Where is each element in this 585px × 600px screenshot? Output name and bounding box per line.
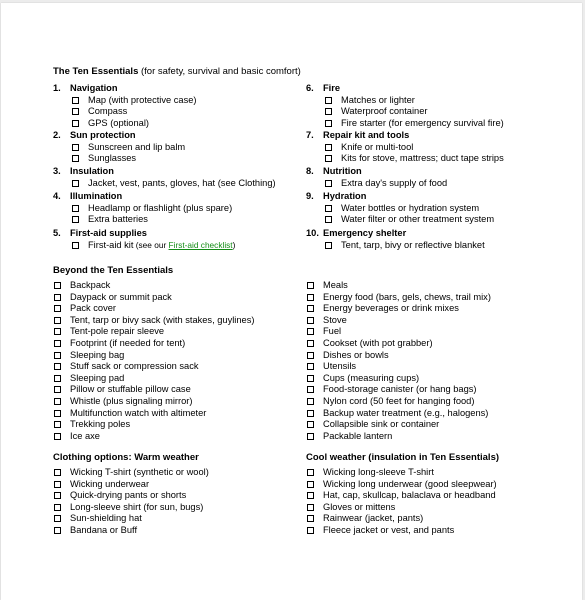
checkbox[interactable]	[307, 340, 314, 347]
checkbox[interactable]	[72, 216, 79, 223]
checkbox[interactable]	[325, 108, 332, 115]
checklist-item: Cups (measuring cups)	[323, 372, 420, 383]
checkbox[interactable]	[72, 120, 79, 127]
checklist-item: Cookset (with pot grabber)	[323, 338, 433, 348]
checkbox[interactable]	[54, 433, 61, 440]
checklist-item: Long-sleeve shirt (for sun, bugs)	[70, 501, 204, 512]
first-aid-checklist-link[interactable]: First-aid checklist	[168, 239, 233, 250]
checkbox[interactable]	[54, 386, 61, 393]
checklist-item	[88, 214, 148, 226]
checkbox[interactable]	[307, 527, 314, 534]
checklist-item: Utensils	[323, 361, 357, 372]
checkbox[interactable]	[307, 317, 314, 324]
checklist-item-label: Sunscreen and lip balm	[88, 141, 186, 152]
checklist-item: Sleeping pad	[70, 372, 125, 383]
essential-number: 8.	[306, 166, 314, 176]
checkbox[interactable]	[54, 328, 61, 335]
essential-category	[306, 130, 409, 142]
essential-number: 2.	[53, 130, 61, 140]
cool-weather-title: Cool weather (insulation in Ten Essentials)	[306, 452, 500, 463]
checklist-item-label: Waterproof container	[341, 106, 428, 117]
checkbox[interactable]	[54, 317, 61, 324]
checklist-item-label: Extra batteries	[88, 214, 148, 225]
essential-number: 4.	[53, 191, 61, 201]
checkbox[interactable]	[54, 504, 61, 511]
checklist-item	[341, 153, 504, 165]
checklist-item-label: Headlamp or flashlight (plus spare)	[88, 202, 233, 213]
checklist-item: Fleece jacket or vest, and pants	[323, 525, 455, 535]
checklist-item	[341, 118, 504, 130]
checklist-item: Stove	[323, 314, 347, 325]
checkbox[interactable]	[72, 144, 79, 151]
checkbox[interactable]	[325, 216, 332, 223]
checkbox[interactable]	[54, 515, 61, 522]
checklist-item	[88, 118, 149, 130]
checkbox[interactable]	[307, 421, 314, 428]
checklist-item: Quick-drying pants or shorts	[70, 490, 187, 501]
essential-category-name: First-aid supplies	[70, 228, 147, 238]
checkbox[interactable]	[54, 527, 61, 534]
essential-category-name: Hydration	[323, 191, 367, 201]
checkbox[interactable]	[54, 352, 61, 359]
checklist-item: Wicking long-sleeve T-shirt	[323, 467, 434, 477]
essential-category-name: Sun protection	[70, 130, 136, 140]
checkbox[interactable]	[54, 492, 61, 499]
checklist-item	[88, 153, 136, 165]
first-aid-note-suffix: )	[232, 239, 236, 250]
checklist-item: Collapsible sink or container	[323, 419, 440, 430]
essential-number: 5.	[53, 228, 61, 238]
checklist-item: Multifunction watch with altimeter	[70, 407, 207, 418]
checklist-item-label: Matches or lighter	[341, 94, 415, 105]
essential-category	[53, 166, 114, 178]
checkbox[interactable]	[307, 328, 314, 335]
essential-category	[306, 83, 340, 95]
checklist-item: Fuel	[323, 326, 342, 337]
checkbox[interactable]	[307, 282, 314, 289]
checkbox[interactable]	[307, 492, 314, 499]
essential-category-name: Insulation	[70, 166, 114, 176]
checklist-item	[341, 178, 447, 190]
checklist-item: Hat, cap, skullcap, balaclava or headband	[323, 490, 496, 501]
essential-category	[306, 191, 366, 203]
checkbox[interactable]	[72, 205, 79, 212]
checklist-item	[88, 142, 185, 154]
checklist-item	[341, 203, 479, 215]
checkbox[interactable]	[72, 180, 79, 187]
page-title: The Ten Essentials (for safety, survival and basic comfort)	[53, 66, 301, 77]
essential-number: 1.	[53, 83, 61, 93]
checkbox[interactable]	[307, 481, 314, 488]
checklist-item: Whistle (plus signaling mirror)	[70, 396, 193, 406]
checkbox[interactable]	[307, 375, 314, 382]
checklist-item	[88, 178, 276, 190]
essential-number: 10.	[306, 228, 319, 238]
checkbox[interactable]	[54, 294, 61, 301]
checklist-item: Wicking T-shirt (synthetic or wool)	[70, 467, 209, 477]
essential-category-name: Emergency shelter	[323, 228, 407, 238]
checkbox[interactable]	[54, 375, 61, 382]
checkbox[interactable]	[325, 144, 332, 151]
checkbox[interactable]	[72, 242, 79, 249]
checklist-item	[88, 106, 127, 118]
checklist-item-label: Jacket, vest, pants, gloves, hat (see Clothing)	[88, 177, 276, 188]
checklist-item: Daypack or summit pack	[70, 291, 172, 302]
checklist-item-label: Knife or multi-tool	[341, 141, 414, 152]
checkbox[interactable]	[72, 108, 79, 115]
checklist-item: Footprint (if needed for tent)	[70, 338, 186, 348]
checklist-item: Backpack	[70, 280, 111, 290]
essential-category-name: Illumination	[70, 191, 123, 201]
checkbox[interactable]	[307, 352, 314, 359]
checkbox[interactable]	[307, 305, 314, 312]
checklist-item-label: Extra day's supply of food	[341, 177, 448, 188]
checklist-item: Ice axe	[70, 430, 100, 441]
checkbox[interactable]	[325, 155, 332, 162]
checklist-item	[88, 95, 197, 107]
document-page	[1, 3, 582, 600]
checklist-item: Trekking poles	[70, 419, 131, 430]
checkbox[interactable]	[307, 363, 314, 370]
checkbox[interactable]	[307, 398, 314, 405]
checklist-item: Dishes or bowls	[323, 349, 389, 360]
checkbox[interactable]	[54, 340, 61, 347]
checkbox[interactable]	[325, 205, 332, 212]
checklist-item-label: GPS (optional)	[88, 117, 149, 128]
checklist-item-label: Map (with protective case)	[88, 94, 197, 105]
checkbox[interactable]	[54, 282, 61, 289]
checkbox[interactable]	[307, 515, 314, 522]
checklist-item: Bandana or Buff	[70, 525, 138, 535]
checklist-item-label: Fire starter (for emergency survival fire)	[341, 117, 504, 128]
checkbox[interactable]	[307, 469, 314, 476]
checkbox[interactable]	[72, 97, 79, 104]
checkbox[interactable]	[54, 421, 61, 428]
checklist-item: Energy beverages or drink mixes	[323, 303, 459, 314]
checklist-item	[341, 240, 485, 252]
essential-category	[53, 228, 147, 240]
essential-category	[53, 130, 136, 142]
checklist-item	[88, 203, 232, 215]
checkbox[interactable]	[325, 97, 332, 104]
checkbox[interactable]	[307, 504, 314, 511]
checkbox[interactable]	[72, 155, 79, 162]
checkbox[interactable]	[54, 481, 61, 488]
checkbox[interactable]	[54, 410, 61, 417]
checklist-item: Packable lantern	[323, 430, 393, 441]
essential-category-name: Navigation	[70, 83, 118, 93]
checklist-item: Rainwear (jacket, pants)	[323, 513, 424, 524]
checklist-item: Food-storage canister (or hang bags)	[323, 384, 477, 395]
essential-category-name: Fire	[323, 83, 341, 93]
checklist-item: Tent-pole repair sleeve	[70, 326, 165, 337]
checklist-item-label: Sunglasses	[88, 153, 137, 164]
essential-category-name: Nutrition	[323, 166, 362, 176]
checkbox[interactable]	[54, 398, 61, 405]
checkbox[interactable]	[54, 363, 61, 370]
first-aid-note-prefix: (see our	[133, 239, 169, 250]
checklist-item: Nylon cord (50 feet for hanging food)	[323, 396, 475, 406]
checkbox[interactable]	[325, 120, 332, 127]
checklist-item	[341, 95, 415, 107]
checklist-item	[88, 240, 235, 252]
essential-number: 6.	[306, 83, 314, 93]
checklist-item: Tent, tarp or bivy sack (with stakes, guylines)	[70, 314, 255, 325]
checkbox[interactable]	[325, 242, 332, 249]
checklist-item	[341, 106, 427, 118]
checklist-item-label: Tent, tarp, bivy or reflective blanket	[341, 239, 485, 250]
checklist-item: Pack cover	[70, 303, 116, 314]
checklist-item: Stuff sack or compression sack	[70, 361, 199, 372]
checklist-item-label: Water filter or other treatment system	[341, 214, 495, 225]
checklist-item: Meals	[323, 280, 348, 290]
checkbox[interactable]	[307, 294, 314, 301]
essential-category	[53, 191, 122, 203]
checklist-item: Backup water treatment (e.g., halogens)	[323, 407, 489, 418]
essential-number: 3.	[53, 166, 61, 176]
checklist-item: Gloves or mittens	[323, 501, 396, 512]
checklist-item-label: Kits for stove, mattress; duct tape strips	[341, 153, 504, 164]
checklist-item-label: Water bottles or hydration system	[341, 202, 480, 213]
checkbox[interactable]	[54, 305, 61, 312]
checkbox[interactable]	[325, 180, 332, 187]
checklist-item: Sun-shielding hat	[70, 513, 142, 524]
essential-category	[306, 228, 406, 240]
checklist-item: Energy food (bars, gels, chews, trail mix)	[323, 291, 491, 302]
checklist-item: Wicking long underwear (good sleepwear)	[323, 478, 497, 489]
essential-number: 7.	[306, 130, 314, 140]
checklist-item-label: First-aid kit	[88, 239, 134, 250]
checklist-item	[341, 214, 494, 226]
essential-category-name: Repair kit and tools	[323, 130, 410, 140]
checklist-item-label: Compass	[88, 106, 128, 117]
essential-category	[53, 83, 118, 95]
checklist-item: Pillow or stuffable pillow case	[70, 384, 191, 395]
essential-category	[306, 166, 362, 178]
checkbox[interactable]	[307, 410, 314, 417]
checkbox[interactable]	[54, 469, 61, 476]
warm-weather-title: Clothing options: Warm weather	[53, 452, 199, 463]
checklist-item: Sleeping bag	[70, 349, 125, 360]
checklist-item: Wicking underwear	[70, 478, 150, 489]
checkbox[interactable]	[307, 386, 314, 393]
essential-number: 9.	[306, 191, 314, 201]
checkbox[interactable]	[307, 433, 314, 440]
beyond-title: Beyond the Ten Essentials	[53, 265, 174, 276]
checklist-item	[341, 142, 413, 154]
